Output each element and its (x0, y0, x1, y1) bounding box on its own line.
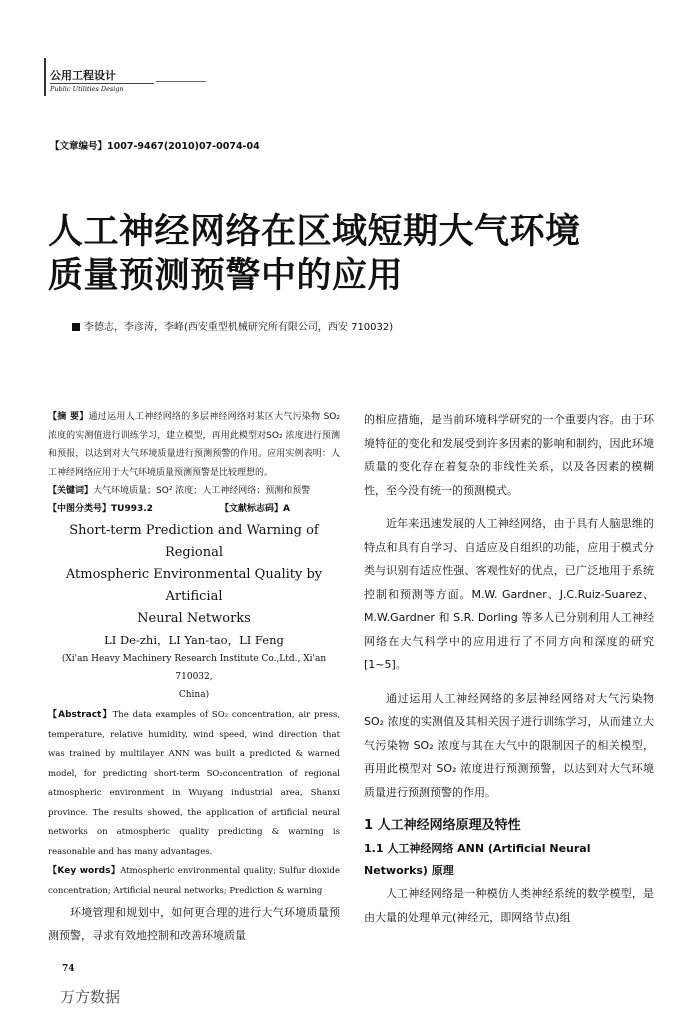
doc-code: 【文献标志码】A (220, 504, 290, 514)
header-rule (50, 83, 154, 84)
abstract-cn (48, 408, 340, 482)
english-keywords (48, 862, 340, 901)
header-rule-extension (156, 81, 206, 82)
title-line-2: 质量预测预警中的应用 (48, 256, 404, 296)
header-bar (44, 58, 46, 96)
clc-number: 【中图分类号】TU993.2 (48, 504, 153, 514)
english-abstract (48, 706, 340, 862)
journal-name-cn: 公用工程设计 (50, 69, 116, 82)
english-affiliation-line-1: (Xi'an Heavy Machinery Research Institute Co.,Ltd., Xi'an 710032, (61, 654, 327, 682)
english-title-line-2: Atmospheric Environmental Quality by Artificial (65, 567, 323, 604)
keywords-cn-label: 【关键词】 (48, 486, 94, 496)
english-abstract-text: The data examples of SO₂ concentration, air press, temperature, relative humidity, wind speed, wind direction that was trained by multilayer ANN was built a predicted & warned model, for predicting short-term SO₂concentration of regional atmospheric environment in Wuyang industrial area, Shanxi province. The results showed, the application of artificial neural networks on atmospheric quality predicting & warning is reasonable and has many advantages. (48, 710, 341, 857)
english-keywords-text: Atmospheric environmental quality; Sulfur dioxide concentration; Artificial neural networks; Prediction & warning (48, 866, 340, 896)
watermark: 万方数据 (60, 988, 121, 1006)
authors (72, 318, 393, 333)
abstract-cn-label: 【摘 要】 (48, 412, 89, 422)
authors-text: 李德志，李彦涛，李峰(西安重型机械研究所有限公司，西安 710032) (84, 322, 394, 333)
left-body-paragraph: 环境管理和规划中，如何更合理的进行大气环境质量预测预警，寻求有效地控制和改善环境质量 (48, 906, 340, 942)
article-number: 【文章编号】1007-9467(2010)07-0074-04 (50, 141, 260, 152)
keywords-cn-text: 大气环境质量；SO² 浓度；人工神经网络；预测和预警 (93, 486, 311, 496)
english-title-line-1: Short-term Prediction and Warning of Regional (69, 523, 319, 560)
right-paragraph-3: 通过运用人工神经网络的多层神经网络对大气污染物 SO₂ 浓度的实测值及其相关因子进行训练学习，从而建立大气污染物 SO₂ 浓度与其在大气中的限制因子的相关模型，再用此模型对 SO₂ 浓度进行预测预警，以达到对大气环境质量进行预测预警的作用。 (364, 691, 654, 799)
english-affiliation (48, 650, 340, 704)
classification (48, 500, 340, 518)
english-abstract-label: 【Abstract】 (48, 710, 113, 720)
title-line-1: 人工神经网络在区域短期大气环境 (48, 212, 581, 252)
right-column (364, 408, 654, 929)
abstract-cn-text: 通过运用人工神经网络的多层神经网络对某区大气污染物 SO₂ 浓度的实测值进行训练学习，建立模型，再用此模型对SO₂ 浓度进行预测和预报，以达到对大气环境质量进行预测预警的作用。应用实例表明：人工神经网络应用于大气环境质量预测预警是比较理想的。 (48, 412, 340, 478)
english-keywords-label: 【Key words】 (48, 866, 121, 876)
section-1-heading: 1 人工神经网络原理及特性 (364, 818, 521, 833)
paper-title (48, 210, 658, 298)
right-paragraph-2: 近年来迅速发展的人工神经网络，由于具有人脑思维的特点和具有自学习、自适应及自组织的功能，应用于模式分类与识别有适应性强、客观性好的优点，已广泛地用于系统控制和预测等方面。M.W. Gardner、J.C.Ruiz-Suarez、M.W.Gardner 和 S.R. Dorling 等多人已分别利用人工神经网络在大气科学中的应用进行了不同方向和深度的研究[1~5]。 (364, 517, 654, 671)
page-number: 74 (62, 964, 75, 974)
square-bullet-icon (72, 323, 80, 331)
right-paragraph-4: 人工神经网络是一种模仿人类神经系统的数学模型，是由大量的处理单元(神经元，即网络节点)组 (364, 887, 654, 924)
keywords-cn (48, 482, 340, 500)
english-title (48, 520, 340, 630)
left-column (48, 408, 340, 947)
english-authors: LI De-zhi，LI Yan-tao，LI Feng (104, 633, 284, 647)
english-title-line-3: Neural Networks (137, 611, 251, 626)
section-1-1-heading: 1.1 人工神经网络 ANN (Artificial Neural Networks) 原理 (364, 842, 591, 877)
journal-name-en: Public Utilities Design (50, 85, 124, 93)
right-paragraph-1: 的相应措施，是当前环境科学研究的一个重要内容。由于环境特征的变化和发展受到许多因素的影响和制约，因此环境质量的变化存在着复杂的非线性关系，以及各因素的模糊性，至今没有统一的预测模式。 (364, 413, 654, 497)
english-affiliation-line-2: China) (178, 690, 210, 700)
